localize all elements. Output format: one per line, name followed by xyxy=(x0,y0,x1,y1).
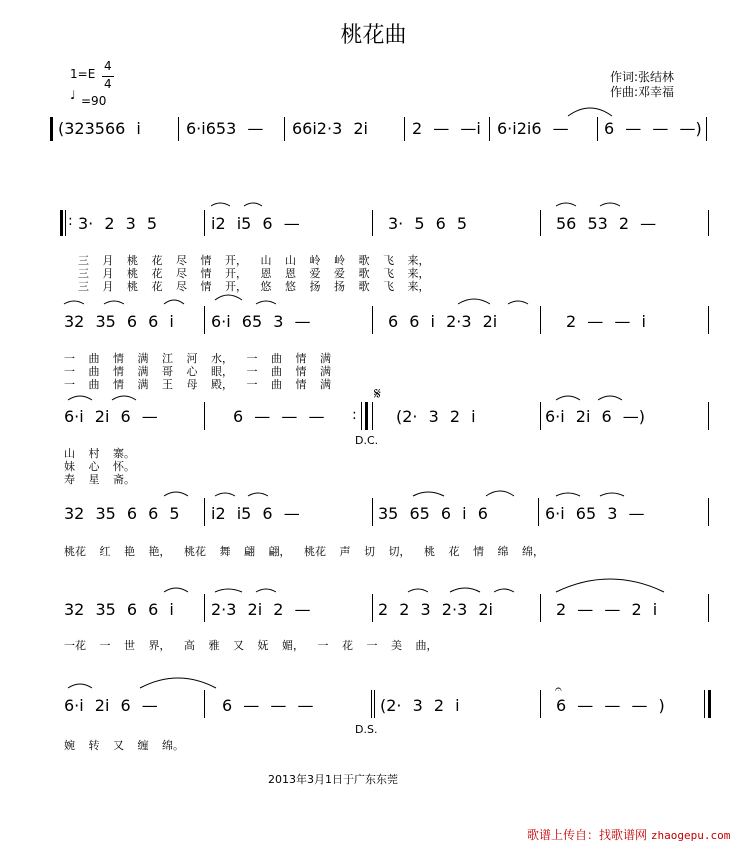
measure-2-3: 3· 5 6 5 xyxy=(388,214,468,233)
measure-3-3: 6 6 i 2·3 2i xyxy=(388,312,498,331)
measure-4-4: 6·i 2i 6 —) xyxy=(545,407,646,426)
slur xyxy=(600,493,624,496)
measure-5-3: 35 65 6 i 6 xyxy=(378,504,488,523)
slur xyxy=(64,301,84,304)
measure-3-2: 6·i 65 3 — xyxy=(211,312,311,331)
measure-1-3: 66i2·3 2i xyxy=(292,119,368,138)
measure-7-4: 6 — — — ) xyxy=(556,696,665,715)
measure-6-2: 2·3 2i 2 — xyxy=(211,600,311,619)
measure-6-4: 2 — — 2 i xyxy=(556,600,658,619)
time-signature-numerator: 4 xyxy=(104,59,112,73)
ds-mark: D.S. xyxy=(355,723,378,736)
slur xyxy=(215,589,242,592)
slur xyxy=(598,396,622,400)
measure-7-2: 6 — — — xyxy=(222,696,314,715)
lyric-line-5: 桃花 红 艳 艳， 桃花 舞 翩 翩， 桃花 声 切 切， 桃 花 情 绵 绵， xyxy=(64,545,544,558)
measure-1-1: (323566 i xyxy=(58,119,141,138)
composer-credit: 作曲:邓幸福 xyxy=(610,85,675,99)
lyric-line-2-1: 三 月 桃 花 尽 情 开， 山 山 岭 岭 歌 飞 来， xyxy=(78,254,430,267)
measure-5-1: 32 35 6 6 5 xyxy=(64,504,180,523)
date-place-note: 2013年3月1日于广东东莞 xyxy=(268,773,398,786)
slur xyxy=(486,491,514,496)
lyric-line-3-1: 一 曲 情 满 江 河 水， 一 曲 情 满 xyxy=(64,352,331,365)
lyric-line-6: 一花 一 世 界， 高 雅 又 妩 媚， 一 花 一 美 曲， xyxy=(64,639,438,652)
slur xyxy=(256,589,276,592)
measure-6-3: 2 2 3 2·3 2i xyxy=(378,600,493,619)
slur xyxy=(215,295,242,300)
slur xyxy=(600,203,620,206)
tempo-mark: =90 xyxy=(81,94,107,108)
lyric-line-7: 婉 转 又 缠 绵。 xyxy=(64,739,184,752)
slur xyxy=(68,684,92,688)
slur xyxy=(68,396,92,400)
lyric-line-3-3: 一 曲 情 满 王 母 殿， 一 曲 情 满 xyxy=(64,378,331,391)
source-site-link[interactable] xyxy=(527,826,730,843)
measure-3-1: 32 35 6 6 i xyxy=(64,312,174,331)
slur xyxy=(164,300,184,304)
repeat-dots-icon: : xyxy=(68,213,73,229)
measure-1-2: 6·i653 — xyxy=(186,119,264,138)
measure-2-2: i2 i5 6 — xyxy=(211,214,300,233)
slur xyxy=(508,301,528,304)
slur xyxy=(556,579,664,592)
quarter-note-icon: ♩ xyxy=(70,88,76,102)
slur xyxy=(408,589,428,592)
measure-1-6: 6 — — —) xyxy=(604,119,702,138)
lyricist-credit: 作词:张结林 xyxy=(610,70,675,84)
slur xyxy=(104,301,124,304)
fermata-icon: 𝄐 xyxy=(555,682,562,696)
measure-1-5: 6·i2i6 — xyxy=(497,119,569,138)
lyric-line-2-3: 三 月 桃 花 尽 情 开， 悠 悠 扬 扬 歌 飞 来， xyxy=(78,280,430,293)
slur xyxy=(458,299,490,304)
slur xyxy=(248,493,268,496)
slur xyxy=(413,492,444,496)
slur xyxy=(568,108,612,116)
segno-icon: 𝄋 xyxy=(374,384,381,403)
slur xyxy=(211,203,230,206)
slur xyxy=(164,492,188,496)
slur xyxy=(556,493,580,496)
measure-7-3: (2· 3 2 i xyxy=(380,696,460,715)
slur xyxy=(450,588,480,592)
slur xyxy=(494,589,514,592)
time-signature-denominator: 4 xyxy=(104,77,112,91)
lyric-line-4-1: 山 村 寨。 xyxy=(64,447,135,460)
measure-4-2: 6 — — — xyxy=(233,407,325,426)
measure-4-3: (2· 3 2 i xyxy=(396,407,476,426)
repeat-end-dots-icon: : xyxy=(352,407,357,423)
measure-1-4: 2 — —i xyxy=(412,119,481,138)
slur xyxy=(556,396,580,400)
measure-2-4: 56 53 2 — xyxy=(556,214,657,233)
measure-2-1: 3· 2 3 5 xyxy=(78,214,158,233)
key-signature: 1=E xyxy=(70,67,96,81)
source-site-url: zhaogepu.com xyxy=(650,829,731,842)
slur xyxy=(244,203,262,206)
lyric-line-2-2: 三 月 桃 花 尽 情 开， 恩 恩 爱 爱 歌 飞 来， xyxy=(78,267,430,280)
slur xyxy=(164,588,188,592)
measure-5-4: 6·i 65 3 — xyxy=(545,504,645,523)
lyric-line-4-2: 妹 心 怀。 xyxy=(64,460,135,473)
measure-5-2: i2 i5 6 — xyxy=(211,504,300,523)
measure-3-4: 2 — — i xyxy=(566,312,646,331)
source-site-label: 歌谱上传自：找歌谱网 xyxy=(527,828,648,842)
slur xyxy=(112,396,136,400)
dc-mark: D.C. xyxy=(355,434,379,447)
slur xyxy=(140,678,216,688)
slur xyxy=(556,203,576,206)
measure-6-1: 32 35 6 6 i xyxy=(64,600,174,619)
lyric-line-4-3: 寿 星 斋。 xyxy=(64,473,135,486)
slur xyxy=(256,301,276,304)
measure-7-1: 6·i 2i 6 — xyxy=(64,696,158,715)
slur xyxy=(215,493,235,496)
lyric-line-3-2: 一 曲 情 满 哥 心 眼， 一 曲 情 满 xyxy=(64,365,331,378)
song-title: 桃花曲 xyxy=(340,23,407,48)
measure-4-1: 6·i 2i 6 — xyxy=(64,407,158,426)
